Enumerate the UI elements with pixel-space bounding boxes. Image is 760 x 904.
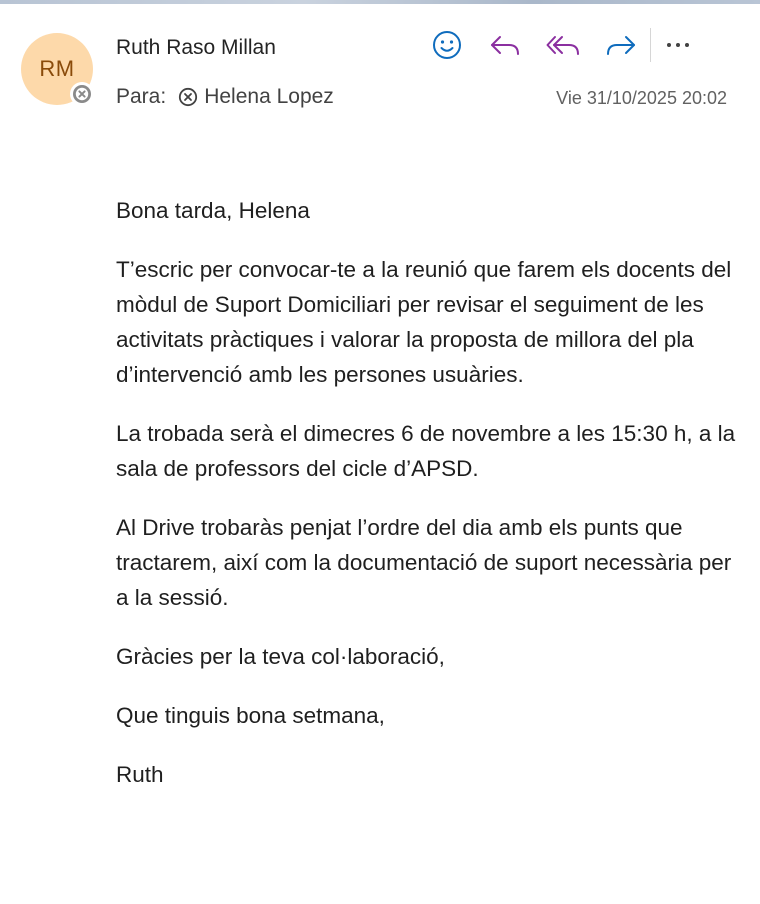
sender-name[interactable]: Ruth Raso Millan	[116, 36, 276, 59]
more-icon	[664, 40, 692, 50]
signature: Ruth	[116, 762, 164, 787]
reply-icon	[489, 31, 521, 59]
avatar-initials: RM	[39, 56, 75, 81]
toolbar-separator	[650, 28, 651, 62]
reply-button[interactable]	[486, 28, 524, 62]
forward-button[interactable]	[602, 28, 640, 62]
reply-all-button[interactable]	[544, 28, 582, 62]
more-actions-button[interactable]	[659, 28, 697, 62]
presence-status-icon	[70, 82, 94, 106]
body-paragraph-2: La trobada serà el dimecres 6 de novembre a les 15:30 h, a la sala de professors del cicle d’APSD.	[116, 421, 736, 481]
reply-all-icon	[546, 31, 580, 59]
remove-recipient-icon[interactable]	[178, 87, 198, 107]
recipient-chip[interactable]	[178, 85, 334, 109]
body-paragraph-1: T’escric per convocar-te a la reunió que farem els docents del mòdul de Suport Domiciliari per revisar el seguiment de les activitats pràctiques i valorar la proposta de millora del pla d’intervenció amb les persones usuàries.	[116, 257, 732, 387]
to-label: Para:	[116, 85, 167, 108]
sent-date: Vie 31/10/2025 20:02	[556, 88, 727, 108]
thanks-line: Gràcies per la teva col·laboració,	[116, 644, 445, 669]
body-paragraph-3: Al Drive trobaràs penjat l’ordre del dia amb els punts que tractarem, així com la documentació de suport necessària per a la sessió.	[116, 515, 732, 610]
recipient-row	[116, 85, 334, 109]
closing-line: Que tinguis bona setmana,	[116, 703, 385, 728]
message-toolbar	[428, 28, 697, 62]
window-top-strip	[0, 0, 760, 4]
recipient-name: Helena Lopez	[204, 85, 334, 108]
greeting: Bona tarda, Helena	[116, 198, 310, 223]
emoji-icon	[432, 30, 462, 60]
message-body	[116, 193, 736, 816]
emoji-reaction-button[interactable]	[428, 28, 466, 62]
forward-icon	[605, 31, 637, 59]
